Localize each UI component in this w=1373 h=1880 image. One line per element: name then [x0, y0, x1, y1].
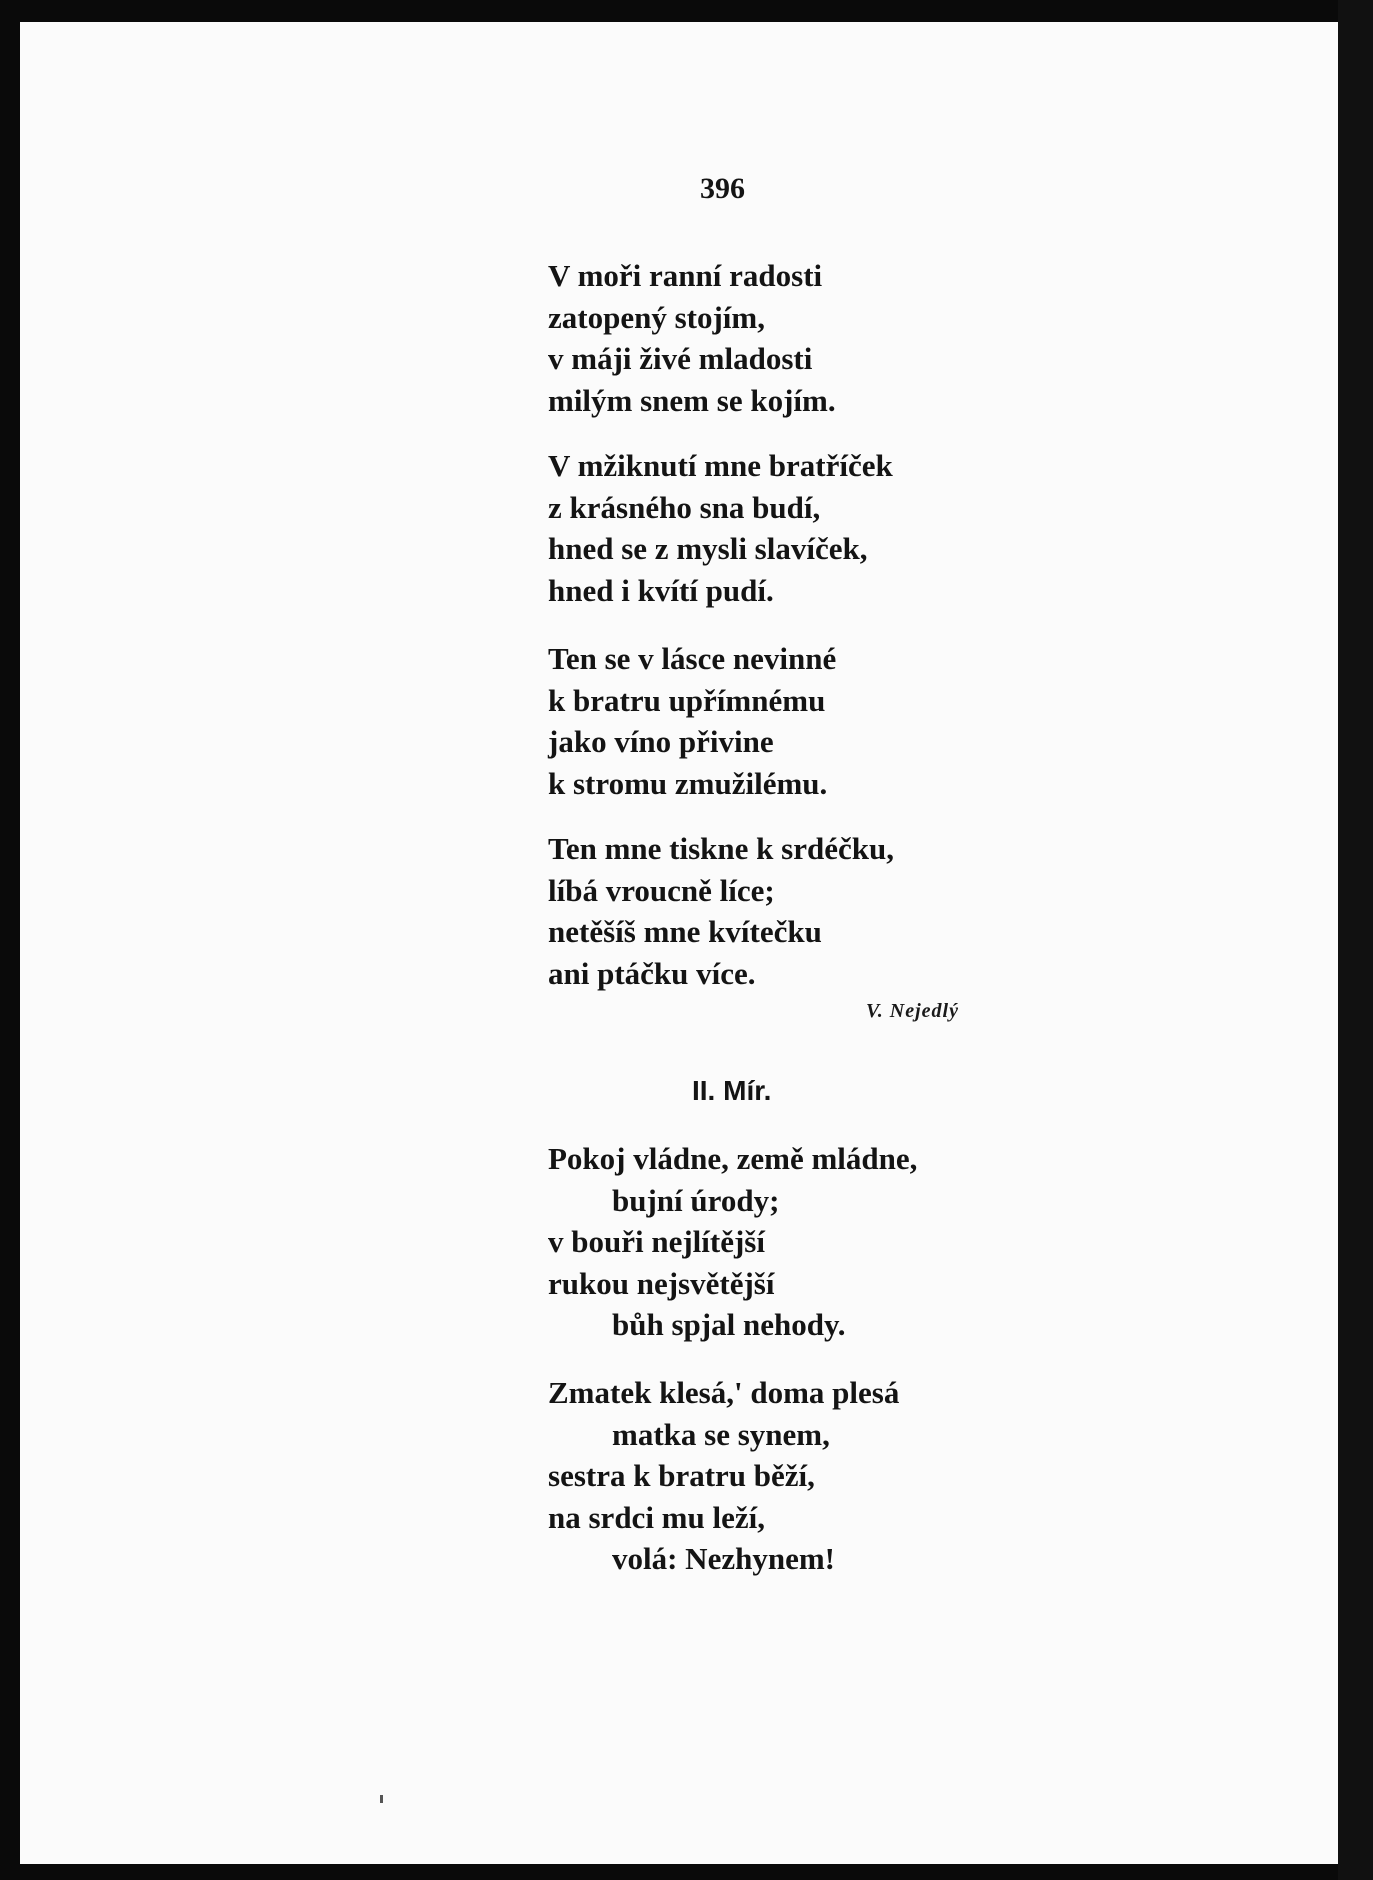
verse-line: Ten mne tiskne k srdéčku, [548, 831, 894, 866]
verse-line: v bouři nejlítější [548, 1224, 765, 1259]
paper-speck [380, 1795, 383, 1803]
verse-line: jako víno přivine [548, 724, 774, 759]
author-signature: V. Nejedlý [866, 1000, 959, 1022]
verse-line: hned i kvítí pudí. [548, 572, 774, 608]
poem-one-stanza-4 [548, 828, 894, 994]
verse-line: rukou nejsvětější [548, 1265, 775, 1301]
poem-one-stanza-3 [548, 638, 836, 804]
verse-line: Pokoj vládne, země mládne, [548, 1141, 918, 1176]
verse-line: na srdci mu leží, [548, 1499, 765, 1535]
page-number: 396 [700, 172, 745, 205]
poem-two-stanza-1 [548, 1138, 917, 1346]
verse-line: ani ptáčku více. [548, 955, 756, 991]
verse-line: netěšíš mne kvítečku [548, 914, 822, 949]
verse-line: Ten se v lásce nevinné [548, 641, 837, 676]
verse-line: zatopený stojím, [548, 299, 765, 335]
poem-one-stanza-2 [548, 445, 893, 611]
verse-line: Zmatek klesá,' doma plesá [548, 1375, 900, 1410]
verse-line: sestra k bratru běží, [548, 1458, 815, 1493]
book-spine-edge [1338, 0, 1373, 1880]
verse-line: z krásného sna budí, [548, 489, 821, 525]
verse-line: V mžiknutí mne bratříček [548, 448, 893, 483]
poem-one-stanza-1 [548, 255, 836, 421]
verse-line: V moři ranní radosti [548, 258, 823, 293]
verse-line: k stromu zmužilému. [548, 765, 828, 801]
verse-line-indented: volá: Nezhynem! [612, 1541, 835, 1576]
verse-line: v máji živé mladosti [548, 341, 813, 376]
verse-line: líbá vroucně líce; [548, 872, 775, 908]
section-heading: II. Mír. [692, 1075, 772, 1106]
verse-line: k bratru upřímnému [548, 682, 826, 718]
verse-line-indented: bujní úrody; [612, 1182, 780, 1218]
poem-two-stanza-2 [548, 1372, 899, 1580]
verse-line: milým snem se kojím. [548, 382, 836, 418]
verse-line: hned se z mysli slavíček, [548, 531, 868, 566]
verse-line-indented: bůh spjal nehody. [612, 1307, 846, 1342]
verse-line-indented: matka se synem, [612, 1416, 830, 1452]
